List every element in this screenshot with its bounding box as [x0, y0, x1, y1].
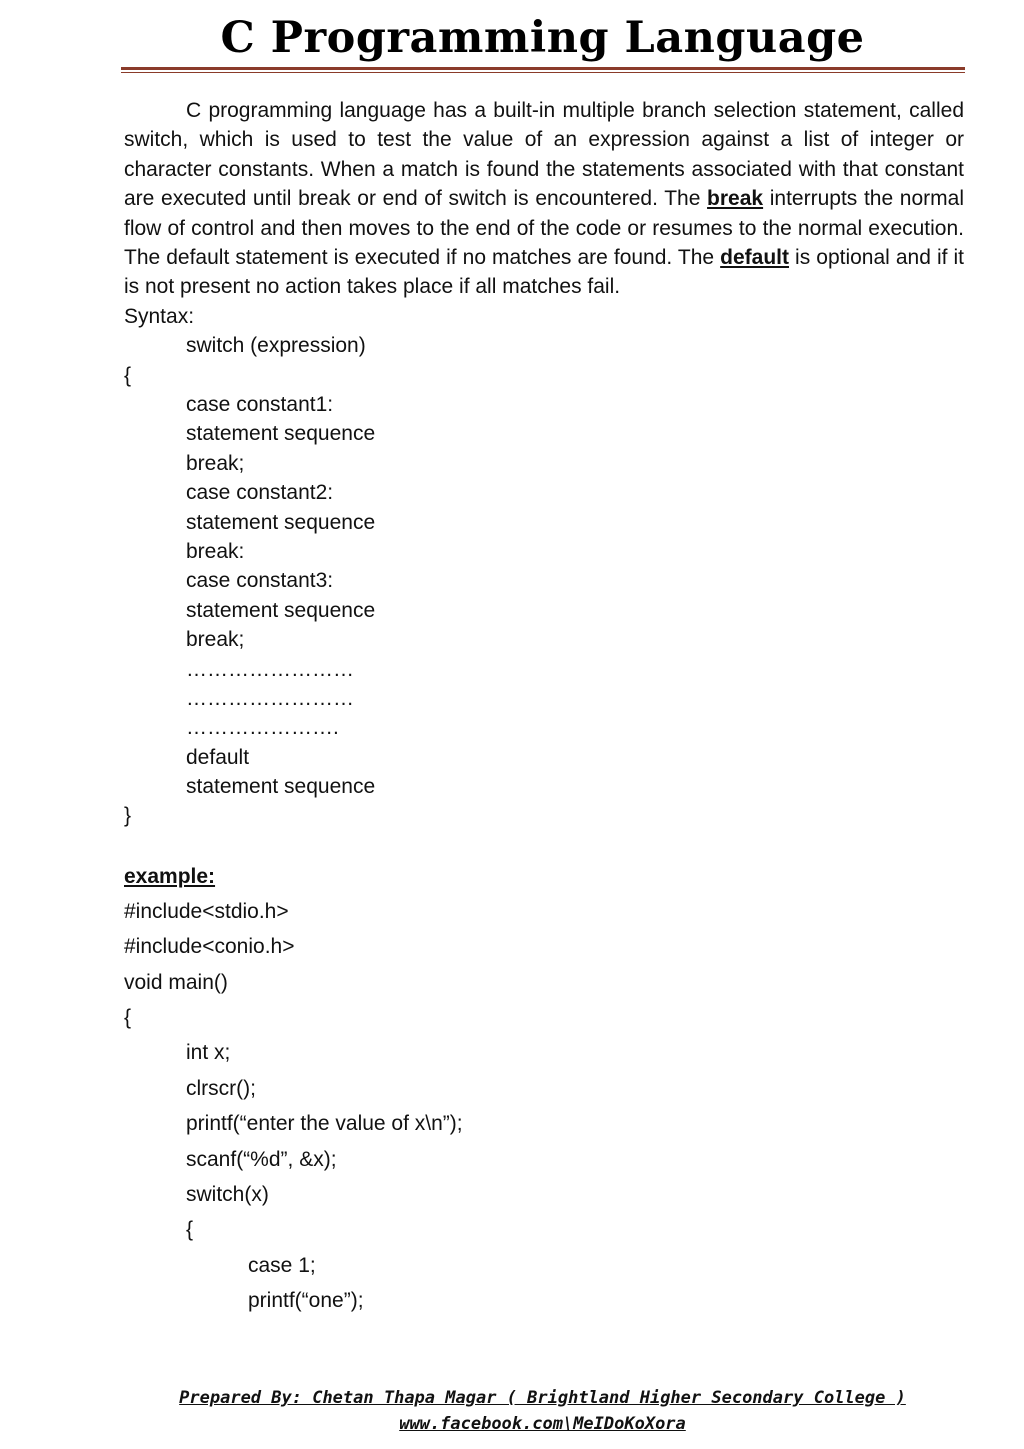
syntax-line: …………………… — [186, 686, 354, 710]
code-line: { — [186, 1218, 194, 1242]
syntax-line: statement sequence — [186, 510, 376, 534]
document-body — [124, 96, 964, 1319]
syntax-line: break; — [186, 628, 245, 652]
code-line: int x; — [186, 1041, 231, 1065]
code-line: { — [124, 1006, 132, 1030]
footer-link: www.facebook.com\MeIDoKoXora — [399, 1414, 686, 1434]
page-footer — [0, 1385, 1024, 1437]
syntax-block — [124, 331, 964, 831]
break-keyword: break — [707, 187, 764, 211]
syntax-line: case constant1: — [186, 393, 334, 417]
code-line: printf(“enter the value of x\n”); — [186, 1112, 463, 1136]
code-line: #include<conio.h> — [124, 935, 295, 959]
title-rule-thin — [121, 72, 965, 73]
footer-credit: Prepared By: Chetan Thapa Magar ( Brightland Higher Secondary College ) — [179, 1388, 906, 1408]
syntax-line: case constant2: — [186, 481, 334, 505]
syntax-line: switch (expression) — [186, 334, 366, 358]
syntax-line: break; — [186, 451, 245, 475]
intro-text-2: interrupts the normal flow of control and then moves to the end of the code or resumes to the normal execution. The default statement is executed if no matches are found. The — [124, 187, 964, 270]
syntax-line: statement sequence — [186, 598, 376, 622]
code-line: switch(x) — [186, 1183, 269, 1206]
page-title: C Programming Language — [220, 13, 865, 63]
title-rule-thick — [121, 67, 965, 70]
code-line: printf(“one”); — [248, 1289, 364, 1313]
section-spacer — [124, 831, 964, 860]
syntax-line: statement sequence — [186, 422, 376, 446]
syntax-label: Syntax: — [124, 304, 195, 328]
syntax-line: break: — [186, 539, 245, 563]
code-line: clrscr(); — [186, 1076, 256, 1100]
intro-text-1: C programming language has a built-in multiple branch selection statement, called switch, which is used to test the value of an expression against a list of integer or character constants. When a match is found the statements associated with that constant are executed until break or end of switch is encountered. The — [124, 99, 964, 211]
syntax-line: default — [186, 745, 250, 769]
syntax-line: } — [124, 804, 132, 828]
intro-paragraph — [124, 96, 964, 302]
default-keyword: default — [720, 246, 789, 270]
code-line: void main() — [124, 970, 228, 994]
syntax-line: { — [124, 363, 132, 387]
syntax-line: …………………. — [186, 716, 339, 740]
syntax-line: case constant3: — [186, 569, 334, 593]
code-line: #include<stdio.h> — [124, 899, 289, 923]
syntax-line: …………………… — [186, 657, 354, 681]
intro-text-3: is optional and if it is not present no action takes place if all matches fail. — [124, 246, 965, 299]
code-line: case 1; — [248, 1253, 316, 1277]
example-label: example: — [124, 864, 216, 888]
example-code-block — [124, 894, 964, 1319]
syntax-line: statement sequence — [186, 775, 376, 799]
code-line: scanf(“%d”, &x); — [186, 1147, 337, 1171]
